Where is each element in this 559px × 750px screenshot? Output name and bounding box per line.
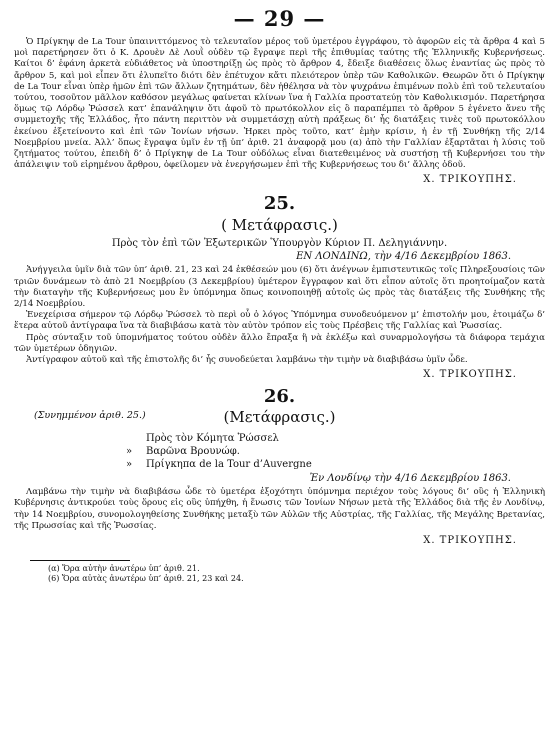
- page-number: — 29 —: [233, 6, 326, 31]
- section-25-paragraph: Ἀντίγραφον αὐτοῦ καὶ τῆς ἐπιστολῆς δι’ ἧς συνοδεύεται λαμβάνω τὴν τιμὴν νὰ διαβιβάσω ὑμῖν ὧδε.: [26, 355, 468, 366]
- recipient-line: [126, 445, 545, 458]
- section-25-heading: ( Μετάφρασις.): [221, 216, 338, 235]
- section-26-number: 26.: [263, 386, 296, 408]
- footnote: (6) Ὅρα αὐτὰς ἀνωτέρω ὑπ’ ἀριθ. 21, 23 καὶ 24.: [48, 574, 244, 584]
- section-25-signature: Χ. ΤΡΙΚΟΥΠΗΣ.: [423, 369, 517, 381]
- section-26-signature: Χ. ΤΡΙΚΟΥΠΗΣ.: [423, 535, 517, 547]
- section-25-dateline: ΕΝ ΛΟΝΔΙΝΩ, τὴν 4/16 Δεκεμβρίου 1863.: [296, 251, 511, 263]
- section-25-paragraph: Ἀνήγγειλα ὑμῖν διὰ τῶν ὑπ’ ἀριθ. 21, 23 καὶ 24 ἐκθέσεών μου (6) ὅτι ἀνέγνων ἐμπιστευτικῶς τοῖς Πληρεξουσίοις τῶν τριῶν δυνάμεων τὸ ἀπὸ 21 Νοεμβρίου (3 Δεκεμβρίου) ὑμέτερον ἔγγραφον καὶ ὅτι εἶπον αὐτοῖς ὅτι προητοίμαζον κατὰ τὴν διαταγὴν τῆς Κυβερνήσεως μου ἓν ὑπόμνημα ὅπως κοινοποιηθῇ αὐτοῖς ὡς πρὸς τὰς διατάξεις τῆς Συνθήκης τῆς 2/14 Νοεμβρίου.: [14, 265, 545, 310]
- recipient-name: Πρὸς τὸν Κόμητα Ῥώσσελ: [146, 433, 279, 445]
- ditto-mark: »: [126, 446, 133, 458]
- footnote-divider: [30, 560, 130, 561]
- section-26-recipients: [126, 432, 545, 471]
- section-26-dateline: Ἐν Λονδίνῳ τὴν 4/16 Δεκεμβρίου 1863.: [309, 473, 511, 485]
- section-26-annex-note: (Συνημμένον ἀριθ. 25.): [34, 410, 146, 422]
- recipient-line: [126, 458, 545, 471]
- section-24-signature: Χ. ΤΡΙΚΟΥΠΗΣ.: [423, 174, 517, 186]
- section-25-paragraph: Ἐνεχείρισα σήμερον τῷ Λόρδῳ Ῥώσσελ τὸ περὶ οὗ ὁ λόγος Ὑπόμνημα συνοδευόμενον μ’ ἐπιστολήν μου, ἑτοιμάζω δ’ ἕτερα αὐτοῦ ἀντίγραφα ἵνα τὰ διαβιβάσω κατὰ τὸν αὐτὸν τρόπον εἰς τοὺς Πρέσβεις τῆς Γαλλίας καὶ Ῥωσσίας.: [14, 310, 545, 332]
- ditto-mark: »: [126, 459, 133, 471]
- recipient-name: Βαρῶνα Βρουνώφ.: [146, 446, 240, 458]
- recipient-name: Πρίγκηπα de la Tour d’Auvergne: [146, 459, 312, 471]
- section-26-header: [14, 386, 545, 426]
- section-24-body: Ὁ Πρίγκηψ de La Tour ὑπαινιττόμενος τὸ τελευταῖον μέρος τοῦ ὑμετέρου ἐγγράφου, τὸ ἀφορῶν εἰς τὰ ἄρθρα 4 καὶ 5 μοὶ παρετήρησεν ὅτι ὁ Κ. Δρουὲν Δὲ Λουῒ οὐδὲν τῷ ἔγραψε περὶ τῆς ἐπιθυμίας ταύτης τῆς Ἑλληνικῆς Κυβερνήσεως. Καίτοι δ’ ἐφάνη ἀρκετὰ εὐδιάθετος νὰ ὑποστηρίξῃ ὡς πρὸς τὸ ἄρθρον 4, ἔδειξε διαθέσεις ὅλως ἐναντίας ὡς πρὸς τὸ ἄρθρον 5, καὶ μοὶ εἶπεν ὅτι ἐλυπεῖτο διότι δὲν ἐπέτυχον κἄτι πλειότερον ὑπὲρ τῶν Καθολικῶν. Θεωρῶν ὅτι ὁ Πρίγκηψ de La Tour εἶναι ὑπὲρ ἡμῶν ἐπὶ τῶν ἄλλων ζητημάτων, δὲν ἠθέλησα νὰ τὸν ψυχράνω ἐπιμένων πολὺ ἐπὶ τοῦ τελευταίου τούτου, τοσοῦτον μᾶλλον καθόσον μεγάλως φαίνεται κλίνων ἵνα ἡ Γαλλία προστατεύῃ τὸν Καθολικισμόν. Παρετήρησα ὅμως τῷ Λόρδῳ Ῥώσσελ κατ’ ἐπανάληψιν ὅτι ἀφοῦ τὸ πρωτόκολλον εἰς ὃ παραπέμπει τὸ ἄρθρον 5 ἐγένετο ἄνευ τῆς συμμετοχῆς τῆς Ἑλλάδος, ἦτο πάντη περιττὸν νὰ συμμετάσχῃ αὐτὴ πράξεως δι’ ἧς διατάξεις τινὲς τοῦ πρωτοκόλλου ἐκείνου ἐξετείνοντο καὶ ἐπὶ τῶν Ἰονίων νήσων. Ἠρκει πρὸς τοῦτο, κατ’ ἐμὴν κρίσιν, ἡ ἐν τῇ Συνθήκῃ τῆς 2/14 Νοεμβρίου μνεία. Ἀλλ’ ὅπως ἔγραψα ὑμῖν ἐν τῇ ὑπ’ ἀριθ. 21 ἀναφορᾷ μου (α) ἀπὸ τὴν Γαλλίαν ἐξαρτᾶται ἡ λύσις τοῦ ζητήματος τούτου, ἐπειδὴ δ’ ὁ Πρίγκηψ de La Tour οὐδόλως εἶναι διατεθειμένος νὰ συστήσῃ τῇ Κυβερνήσει του τὴν ἀπάλειψιν τοῦ εἰρημένου ἄρθρου, ὀφείλομεν νὰ ἐνεργήσωμεν ἐπὶ τῆς Κυβερνήσεως του δι’ ἄλλης ὁδοῦ.: [14, 37, 545, 171]
- section-26-body: Λαμβάνω τὴν τιμὴν νὰ διαβιβάσω ὧδε τὸ ὑμετέρα ἐξοχότητι ὑπόμνημα περιέχον τοὺς λόγους δι’ οὓς ἡ Ἑλληνικὴ Κυβέρνησις ἀντικρούει τοὺς ὅρους εἰς οὓς ὑπήχθη, ἡ ἕνωσις τῶν Ἰονίων Νήσων μετὰ τῆς Ἑλλάδος διὰ τῆς ἐν Λονδίνῳ, τὴν 14 Νοεμβρίου, συνομολογηθείσης Συνθήκης μεταξὺ τῶν Αὐλῶν τῆς Αὐστρίας, τῆς Γαλλίας, τῆς Μεγάλης Βρετανίας, τῆς Πρωσσίας καὶ τῆς Ῥωσσίας.: [14, 487, 545, 531]
- section-25-number: 25.: [263, 193, 296, 215]
- recipient-line: [126, 432, 545, 445]
- section-26-heading: (Μετάφρασις.): [223, 408, 336, 427]
- footnote: (α) Ὅρα αὐτὴν ἀνωτέρω ὑπ’ ἀριθ. 21.: [48, 564, 200, 574]
- section-25-addressee: Πρὸς τὸν ἐπὶ τῶν Ἐξωτερικῶν Ὑπουργὸν Κύριον Π. Δεληγιάννην.: [111, 238, 448, 250]
- section-25-paragraph: Πρὸς σύνταξιν τοῦ ὑπομνήματος τούτου οὐδὲν ἄλλο ἔπραξα ἢ νὰ ἐκλέξω καὶ συναρμολογήσω τὰ διάφορα τεμάχια τῶν ὑμετέρων ὁδηγιῶν.: [14, 332, 545, 354]
